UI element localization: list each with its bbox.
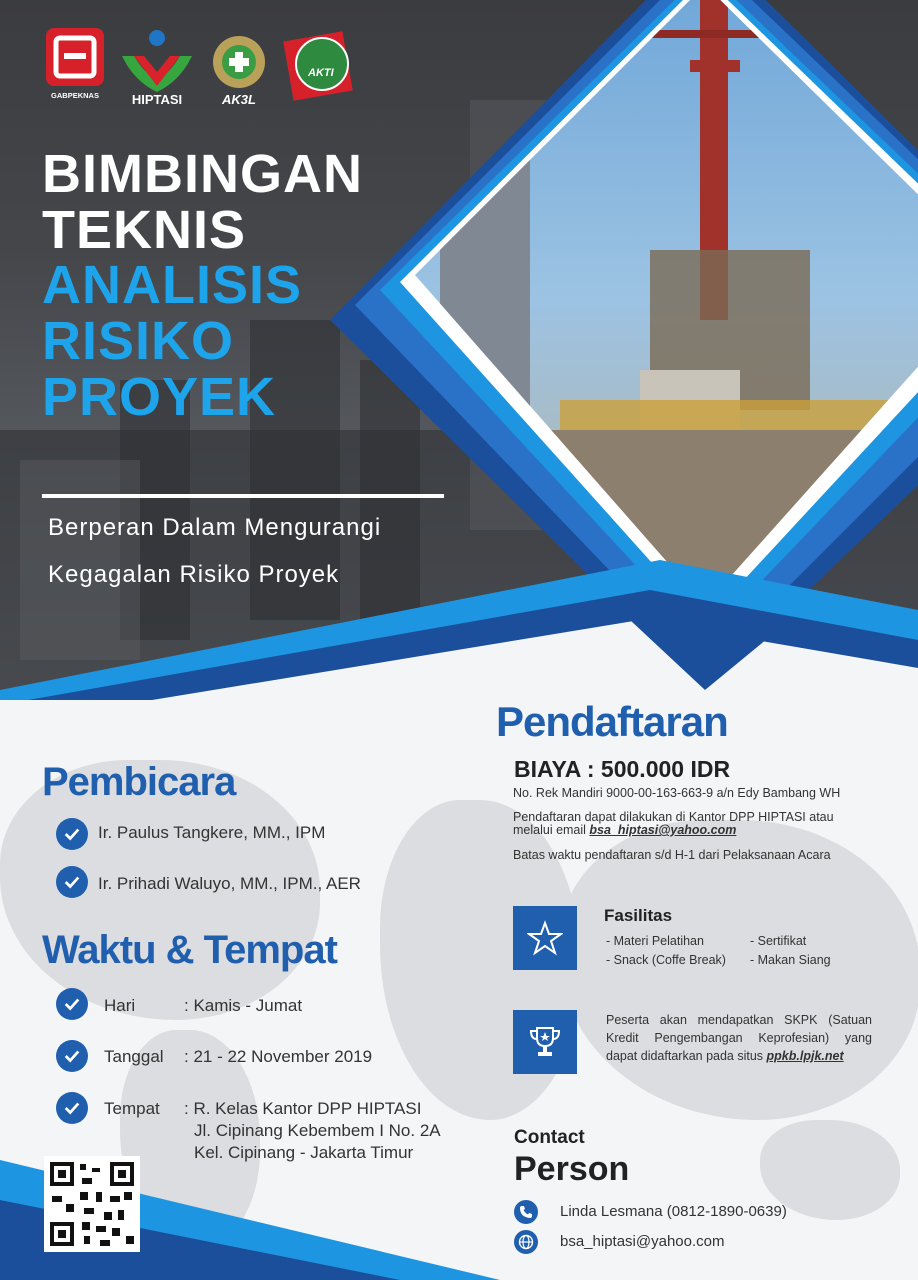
tanggal-label: Tanggal	[104, 1047, 164, 1066]
skpk-line-3	[606, 1049, 844, 1063]
fasilitas-item-1: - Materi Pelatihan	[606, 934, 704, 948]
world-map-shape	[560, 820, 918, 1120]
hari-value: : Kamis - Jumat	[184, 996, 303, 1015]
hari-label: Hari	[104, 996, 136, 1015]
tempat-value-1: : R. Kelas Kantor DPP HIPTASI	[184, 1099, 422, 1118]
skpk-line-2: Kredit Pengembangan Keprofesian) yang	[606, 1031, 872, 1045]
email-link[interactable]: bsa_hiptasi@yahoo.com	[589, 823, 737, 837]
qr-code[interactable]	[44, 1156, 140, 1252]
tanggal-value: : 21 - 22 November 2019	[184, 1047, 373, 1066]
pendaftaran-title: Pendaftaran	[496, 698, 728, 745]
kantor-line-1: Pendaftaran dapat dilakukan di Kantor DPP HIPTASI atau	[513, 810, 834, 824]
check-icon	[56, 1092, 88, 1124]
title-line-2: TEKNIS	[42, 200, 247, 260]
check-icon	[56, 1040, 88, 1072]
tempat-value-3: Kel. Cipinang - Jakarta Timur	[194, 1143, 414, 1162]
ak3l-logo	[206, 28, 272, 108]
tagline-line-1: Berperan Dalam Mengurangi	[48, 514, 382, 541]
hiptasi-logo	[114, 26, 200, 106]
kantor-line-2	[513, 823, 736, 837]
check-icon	[56, 988, 88, 1020]
contact-title-2: Person	[514, 1150, 630, 1188]
skpk-line-3-prefix: dapat didaftarkan pada situs	[606, 1049, 767, 1063]
title-line-1: BIMBINGAN	[42, 144, 363, 204]
tempat-label: Tempat	[104, 1099, 160, 1118]
fasilitas-item-3: - Snack (Coffe Break)	[606, 953, 726, 967]
title-line-4: RISIKO	[42, 311, 235, 371]
tagline-line-2: Kegagalan Risiko Proyek	[48, 561, 340, 588]
speaker-1: Ir. Paulus Tangkere, MM., IPM	[98, 823, 326, 842]
biaya-text: BIAYA : 500.000 IDR	[514, 756, 731, 782]
fasilitas-item-4: - Makan Siang	[750, 953, 831, 967]
akti-logo	[278, 26, 358, 106]
contact-title-1: Contact	[514, 1127, 585, 1148]
ak3l-logo-text: AK3L	[222, 92, 256, 107]
check-icon	[56, 818, 88, 850]
fasilitas-item-2: - Sertifikat	[750, 934, 807, 948]
ppkb-link[interactable]: ppkb.lpjk.net	[766, 1049, 844, 1063]
title-divider	[42, 494, 444, 498]
fasilitas-title: Fasilitas	[604, 906, 673, 925]
title-line-5: PROYEK	[42, 367, 277, 427]
waktu-title: Waktu & Tempat	[42, 928, 337, 972]
globe-icon	[514, 1230, 538, 1254]
batas-text: Batas waktu pendaftaran s/d H-1 dari Pelaksanaan Acara	[513, 848, 831, 862]
trophy-icon	[513, 1010, 577, 1074]
gabpeknas-logo	[44, 26, 108, 102]
pembicara-title: Pembicara	[42, 760, 236, 804]
check-icon	[56, 866, 88, 898]
kantor-line-2-prefix: melalui email	[513, 823, 590, 837]
phone-icon	[514, 1200, 538, 1224]
contact-email[interactable]: bsa_hiptasi@yahoo.com	[560, 1233, 725, 1250]
rekening-text: No. Rek Mandiri 9000-00-163-663-9 a/n Edy Bambang WH	[513, 786, 841, 800]
gabpeknas-logo-text: GABPEKNAS	[51, 91, 99, 100]
title-line-3: ANALISIS	[42, 255, 303, 315]
skpk-line-1: Peserta akan mendapatkan SKPK (Satuan	[606, 1013, 872, 1027]
akti-logo-text: AKTI	[308, 67, 334, 79]
star-icon	[513, 906, 577, 970]
speaker-2: Ir. Prihadi Waluyo, MM., IPM., AER	[98, 874, 361, 893]
tempat-value-2: Jl. Cipinang Kebembem I No. 2A	[194, 1121, 441, 1140]
contact-phone[interactable]: Linda Lesmana (0812-1890-0639)	[560, 1203, 787, 1220]
hiptasi-logo-text: HIPTASI	[131, 92, 183, 106]
